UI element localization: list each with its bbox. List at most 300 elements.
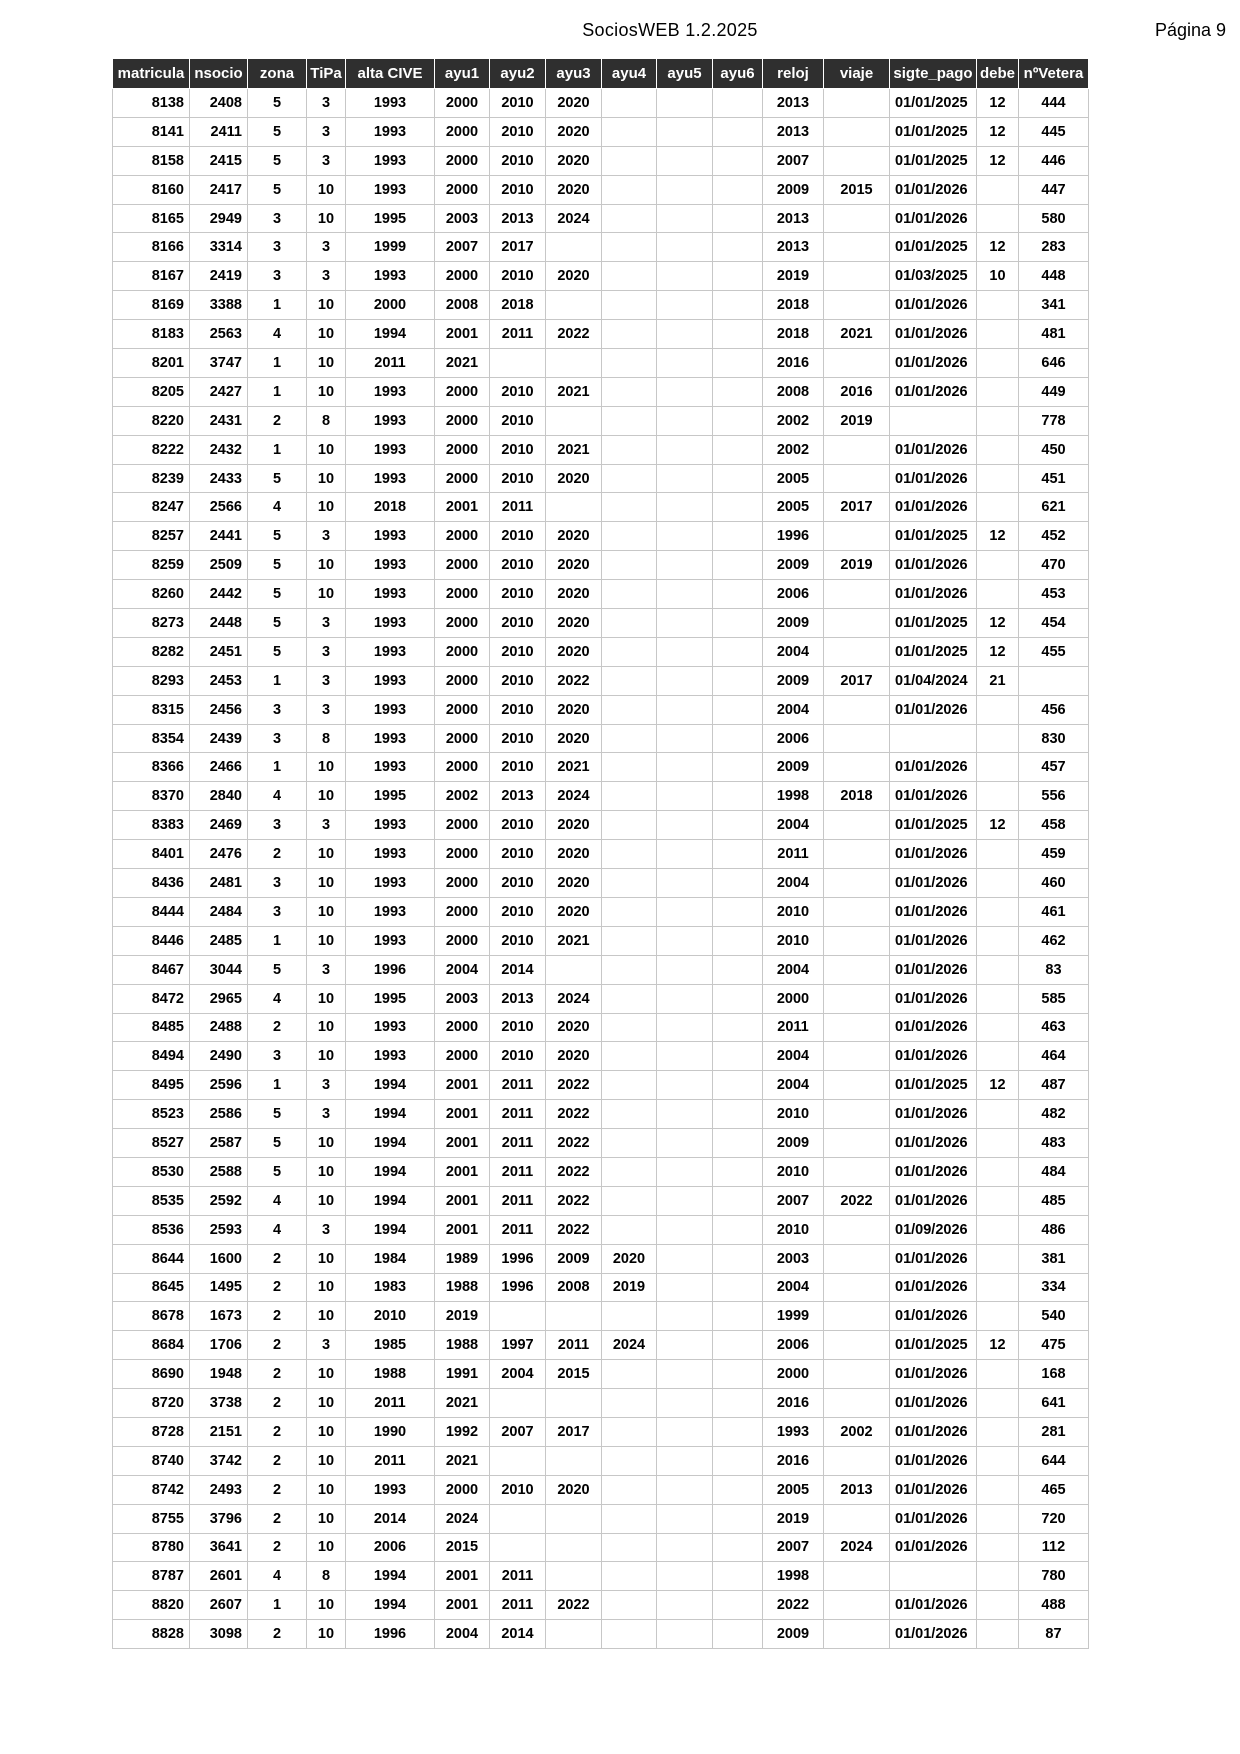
table-cell <box>657 1013 713 1042</box>
table-cell <box>657 1389 713 1418</box>
table-cell: 1600 <box>190 1244 248 1273</box>
table-cell <box>602 377 657 406</box>
table-cell: 1993 <box>346 117 435 146</box>
table-cell: 4 <box>248 1186 307 1215</box>
table-cell <box>977 1215 1019 1244</box>
table-cell <box>824 897 890 926</box>
table-cell <box>977 984 1019 1013</box>
table-cell: 3 <box>307 1331 346 1360</box>
table-cell: 341 <box>1019 291 1089 320</box>
table-cell: 2587 <box>190 1129 248 1158</box>
table-cell: 01/01/2025 <box>890 146 977 175</box>
table-cell: 2000 <box>435 753 490 782</box>
table-cell: 1995 <box>346 984 435 1013</box>
table-cell: 3 <box>307 233 346 262</box>
table-cell <box>602 1129 657 1158</box>
table-cell: 01/01/2026 <box>890 1244 977 1273</box>
table-cell: 2010 <box>490 811 546 840</box>
table-body <box>113 89 1089 1649</box>
table-cell: 2000 <box>435 926 490 955</box>
table-cell <box>824 1360 890 1389</box>
table-cell: 5 <box>248 1157 307 1186</box>
table-cell: 01/01/2026 <box>890 349 977 378</box>
table-cell: 2016 <box>824 377 890 406</box>
table-cell <box>713 1417 763 1446</box>
table-cell <box>824 609 890 638</box>
table-cell <box>713 320 763 349</box>
table-cell <box>657 377 713 406</box>
table-row <box>113 493 1089 522</box>
table-cell <box>657 435 713 464</box>
table-cell: 2014 <box>490 1620 546 1649</box>
table-cell: 1673 <box>190 1302 248 1331</box>
table-cell <box>977 1042 1019 1071</box>
table-cell: 3 <box>307 637 346 666</box>
table-cell: 01/03/2025 <box>890 262 977 291</box>
table-cell <box>546 233 602 262</box>
table-cell: 2408 <box>190 89 248 118</box>
table-cell <box>977 291 1019 320</box>
table-cell: 10 <box>307 349 346 378</box>
table-cell: 580 <box>1019 204 1089 233</box>
table-cell: 8 <box>307 724 346 753</box>
table-cell: 2018 <box>763 291 824 320</box>
table-cell: 2 <box>248 1389 307 1418</box>
table-cell: 10 <box>307 580 346 609</box>
table-cell <box>824 840 890 869</box>
table-cell <box>824 464 890 493</box>
table-cell: 2010 <box>490 522 546 551</box>
table-cell: 2007 <box>435 233 490 262</box>
table-cell: 2000 <box>435 117 490 146</box>
table-cell: 2 <box>248 840 307 869</box>
table-cell: 12 <box>977 811 1019 840</box>
table-cell: 449 <box>1019 377 1089 406</box>
table-cell: 3 <box>307 1215 346 1244</box>
table-cell <box>977 464 1019 493</box>
table-cell <box>713 580 763 609</box>
table-cell: 3 <box>248 262 307 291</box>
table-cell <box>602 1533 657 1562</box>
table-cell: 2001 <box>435 1071 490 1100</box>
table-cell: 483 <box>1019 1129 1089 1158</box>
table-cell: 2000 <box>435 262 490 291</box>
table-cell: 2014 <box>490 955 546 984</box>
table-cell <box>602 1215 657 1244</box>
table-cell: 1993 <box>346 377 435 406</box>
table-cell <box>713 609 763 638</box>
table-cell: 10 <box>307 493 346 522</box>
table-cell: 1 <box>248 291 307 320</box>
table-cell: 2020 <box>546 146 602 175</box>
table-cell: 2020 <box>546 117 602 146</box>
table-cell: 01/01/2025 <box>890 1331 977 1360</box>
table-cell: 2015 <box>546 1360 602 1389</box>
table-cell <box>657 493 713 522</box>
table-cell: 2024 <box>824 1533 890 1562</box>
table-row <box>113 233 1089 262</box>
column-header: viaje <box>824 59 890 89</box>
table-cell: 2010 <box>490 1042 546 1071</box>
table-cell: 2005 <box>763 493 824 522</box>
table-cell: 8728 <box>113 1417 190 1446</box>
table-cell: 2020 <box>546 1475 602 1504</box>
table-cell <box>602 551 657 580</box>
table-cell <box>657 955 713 984</box>
table-cell: 1 <box>248 1591 307 1620</box>
table-cell <box>546 291 602 320</box>
table-cell: 1993 <box>346 637 435 666</box>
table-cell <box>824 1042 890 1071</box>
table-cell <box>977 1129 1019 1158</box>
table-cell: 2010 <box>490 869 546 898</box>
table-cell <box>713 1215 763 1244</box>
table-cell: 463 <box>1019 1013 1089 1042</box>
table-cell: 2010 <box>490 695 546 724</box>
table-cell <box>713 1331 763 1360</box>
table-cell: 01/01/2025 <box>890 609 977 638</box>
table-cell: 8485 <box>113 1013 190 1042</box>
table-cell: 1993 <box>763 1417 824 1446</box>
table-cell <box>824 146 890 175</box>
table-cell <box>977 175 1019 204</box>
table-cell: 2013 <box>763 117 824 146</box>
table-cell <box>824 1100 890 1129</box>
table-cell <box>713 1562 763 1591</box>
table-cell: 8828 <box>113 1620 190 1649</box>
table-cell: 2607 <box>190 1591 248 1620</box>
table-cell: 1998 <box>763 782 824 811</box>
table-cell: 1983 <box>346 1273 435 1302</box>
table-cell: 8678 <box>113 1302 190 1331</box>
table-cell: 8530 <box>113 1157 190 1186</box>
table-cell: 2010 <box>490 724 546 753</box>
table-cell: 8257 <box>113 522 190 551</box>
table-cell: 8383 <box>113 811 190 840</box>
table-cell <box>657 1215 713 1244</box>
table-cell: 2439 <box>190 724 248 753</box>
table-cell: 2000 <box>435 1042 490 1071</box>
table-cell: 2432 <box>190 435 248 464</box>
table-cell: 2 <box>248 1620 307 1649</box>
table-cell <box>602 1100 657 1129</box>
table-cell: 1993 <box>346 897 435 926</box>
table-cell: 01/01/2026 <box>890 955 977 984</box>
table-cell: 01/01/2026 <box>890 1620 977 1649</box>
table-cell: 112 <box>1019 1533 1089 1562</box>
table-cell <box>824 724 890 753</box>
table-cell: 10 <box>307 1591 346 1620</box>
table-cell <box>546 1504 602 1533</box>
table-cell: 1993 <box>346 753 435 782</box>
table-cell: 01/01/2026 <box>890 1100 977 1129</box>
table-cell: 4 <box>248 320 307 349</box>
table-cell: 2007 <box>490 1417 546 1446</box>
table-cell: 01/01/2026 <box>890 175 977 204</box>
table-cell <box>490 349 546 378</box>
table-cell <box>657 666 713 695</box>
table-cell <box>602 926 657 955</box>
table-cell: 1 <box>248 435 307 464</box>
table-cell: 459 <box>1019 840 1089 869</box>
table-cell: 1994 <box>346 1157 435 1186</box>
table-cell: 8247 <box>113 493 190 522</box>
table-row <box>113 811 1089 840</box>
table-cell: 2011 <box>490 1186 546 1215</box>
table-cell <box>824 435 890 464</box>
table-cell: 2484 <box>190 897 248 926</box>
table-cell: 3 <box>307 1100 346 1129</box>
table-cell: 2009 <box>546 1244 602 1273</box>
table-cell: 2000 <box>435 406 490 435</box>
table-cell: 488 <box>1019 1591 1089 1620</box>
table-cell: 2415 <box>190 146 248 175</box>
table-cell: 1996 <box>490 1244 546 1273</box>
table-cell <box>657 1244 713 1273</box>
table-cell <box>824 1591 890 1620</box>
table-cell: 2011 <box>490 1562 546 1591</box>
table-cell: 01/01/2026 <box>890 1186 977 1215</box>
table-cell: 2 <box>248 1533 307 1562</box>
table-cell: 8820 <box>113 1591 190 1620</box>
table-cell: 2020 <box>546 1013 602 1042</box>
socios-table <box>112 58 1089 1649</box>
table-cell <box>602 782 657 811</box>
table-cell: 2020 <box>546 522 602 551</box>
table-cell <box>657 609 713 638</box>
table-cell <box>713 1360 763 1389</box>
table-cell <box>602 1446 657 1475</box>
table-cell: 01/01/2025 <box>890 89 977 118</box>
table-cell: 540 <box>1019 1302 1089 1331</box>
table-cell: 01/01/2026 <box>890 1302 977 1331</box>
table-cell: 8 <box>307 406 346 435</box>
table-cell: 778 <box>1019 406 1089 435</box>
table-cell: 2593 <box>190 1215 248 1244</box>
table-cell <box>977 1562 1019 1591</box>
table-row <box>113 262 1089 291</box>
table-cell <box>713 146 763 175</box>
table-row <box>113 609 1089 638</box>
table-cell: 8444 <box>113 897 190 926</box>
table-cell: 2022 <box>546 666 602 695</box>
table-cell: 8183 <box>113 320 190 349</box>
table-cell: 1993 <box>346 1042 435 1071</box>
table-cell <box>713 840 763 869</box>
table-cell: 8755 <box>113 1504 190 1533</box>
table-cell: 1994 <box>346 1071 435 1100</box>
table-cell: 01/01/2026 <box>890 377 977 406</box>
table-cell: 2006 <box>763 580 824 609</box>
table-cell <box>713 724 763 753</box>
column-header: matricula <box>113 59 190 89</box>
table-cell <box>546 493 602 522</box>
table-cell <box>602 146 657 175</box>
table-cell <box>602 1042 657 1071</box>
table-cell: 1984 <box>346 1244 435 1273</box>
table-cell <box>824 1129 890 1158</box>
table-cell: 2020 <box>546 1042 602 1071</box>
table-cell <box>977 1504 1019 1533</box>
table-cell <box>713 262 763 291</box>
table-cell: 3314 <box>190 233 248 262</box>
table-cell: 2022 <box>546 1186 602 1215</box>
table-cell: 01/01/2026 <box>890 551 977 580</box>
table-cell: 2010 <box>490 406 546 435</box>
table-cell <box>490 1533 546 1562</box>
table-cell: 2000 <box>435 175 490 204</box>
table-cell: 3 <box>248 869 307 898</box>
table-cell: 2010 <box>490 637 546 666</box>
table-cell: 2017 <box>824 493 890 522</box>
table-cell <box>657 551 713 580</box>
table-cell: 01/01/2026 <box>890 320 977 349</box>
table-cell: 10 <box>307 1302 346 1331</box>
table-cell <box>657 753 713 782</box>
table-cell <box>657 117 713 146</box>
table-cell: 01/01/2026 <box>890 1013 977 1042</box>
table-cell <box>977 435 1019 464</box>
table-cell: 2490 <box>190 1042 248 1071</box>
table-cell <box>490 1389 546 1418</box>
table-cell <box>713 435 763 464</box>
table-cell: 2000 <box>435 840 490 869</box>
table-cell: 2024 <box>602 1331 657 1360</box>
table-cell: 1998 <box>763 1562 824 1591</box>
table-cell: 2020 <box>546 840 602 869</box>
table-row <box>113 175 1089 204</box>
table-cell <box>713 1389 763 1418</box>
table-cell: 2011 <box>546 1331 602 1360</box>
table-cell <box>713 89 763 118</box>
table-cell <box>602 349 657 378</box>
table-cell <box>602 637 657 666</box>
table-cell: 1988 <box>435 1273 490 1302</box>
table-cell <box>602 1389 657 1418</box>
table-cell: 281 <box>1019 1417 1089 1446</box>
table-cell: 2002 <box>763 435 824 464</box>
table-cell: 10 <box>977 262 1019 291</box>
table-cell: 2022 <box>546 1129 602 1158</box>
table-cell <box>602 897 657 926</box>
table-cell: 01/01/2026 <box>890 1504 977 1533</box>
table-cell: 10 <box>307 1186 346 1215</box>
table-cell: 2019 <box>435 1302 490 1331</box>
table-cell <box>657 1302 713 1331</box>
table-cell: 2013 <box>490 782 546 811</box>
table-cell: 8446 <box>113 926 190 955</box>
table-cell <box>713 637 763 666</box>
table-cell: 10 <box>307 291 346 320</box>
table-cell: 10 <box>307 782 346 811</box>
table-cell: 10 <box>307 435 346 464</box>
table-cell <box>657 1360 713 1389</box>
table-row <box>113 724 1089 753</box>
table-cell: 2016 <box>763 1446 824 1475</box>
table-cell <box>713 1157 763 1186</box>
table-cell: 2004 <box>435 1620 490 1649</box>
table-cell <box>657 840 713 869</box>
table-cell: 1993 <box>346 609 435 638</box>
table-cell <box>713 666 763 695</box>
table-header-row <box>113 59 1089 89</box>
table-cell: 2010 <box>763 897 824 926</box>
table-row <box>113 926 1089 955</box>
table-cell <box>977 1475 1019 1504</box>
table-cell: 2000 <box>435 637 490 666</box>
table-cell: 10 <box>307 1533 346 1562</box>
table-cell: 10 <box>307 897 346 926</box>
table-cell <box>657 464 713 493</box>
table-cell <box>824 1071 890 1100</box>
table-cell: 10 <box>307 1013 346 1042</box>
table-cell: 646 <box>1019 349 1089 378</box>
table-cell: 1994 <box>346 1591 435 1620</box>
table-cell: 1999 <box>763 1302 824 1331</box>
table-cell <box>546 955 602 984</box>
table-cell: 2002 <box>824 1417 890 1446</box>
table-cell: 2001 <box>435 493 490 522</box>
table-cell: 1992 <box>435 1417 490 1446</box>
table-cell: 8523 <box>113 1100 190 1129</box>
table-row <box>113 320 1089 349</box>
table-cell: 2020 <box>546 175 602 204</box>
table-cell: 1990 <box>346 1417 435 1446</box>
table-cell: 2004 <box>763 955 824 984</box>
table-cell: 3 <box>307 609 346 638</box>
table-cell: 2000 <box>435 580 490 609</box>
table-cell: 830 <box>1019 724 1089 753</box>
table-cell <box>713 1504 763 1533</box>
table-cell: 12 <box>977 609 1019 638</box>
table-cell: 10 <box>307 1244 346 1273</box>
table-row <box>113 89 1089 118</box>
table-cell: 2024 <box>435 1504 490 1533</box>
table-cell <box>657 1475 713 1504</box>
table-cell: 1993 <box>346 811 435 840</box>
table-cell: 1995 <box>346 782 435 811</box>
table-cell: 1996 <box>346 955 435 984</box>
table-cell <box>713 522 763 551</box>
table-cell: 01/01/2026 <box>890 869 977 898</box>
table-cell <box>977 926 1019 955</box>
table-cell: 1993 <box>346 666 435 695</box>
table-cell: 4 <box>248 1562 307 1591</box>
table-cell: 381 <box>1019 1244 1089 1273</box>
table-cell: 3 <box>248 1042 307 1071</box>
table-cell <box>657 1562 713 1591</box>
table-cell: 2021 <box>546 926 602 955</box>
table-cell: 2004 <box>763 1071 824 1100</box>
table-cell: 2019 <box>602 1273 657 1302</box>
table-cell: 12 <box>977 233 1019 262</box>
table-cell: 2 <box>248 1331 307 1360</box>
table-cell: 01/01/2025 <box>890 1071 977 1100</box>
table-cell: 3 <box>307 955 346 984</box>
table-cell: 2020 <box>546 551 602 580</box>
table-cell <box>977 1389 1019 1418</box>
table-cell <box>890 724 977 753</box>
table-cell: 3742 <box>190 1446 248 1475</box>
table-cell: 3 <box>248 897 307 926</box>
table-cell: 2008 <box>763 377 824 406</box>
table-cell <box>713 984 763 1013</box>
table-cell: 487 <box>1019 1071 1089 1100</box>
table-cell: 2000 <box>435 377 490 406</box>
table-cell: 2 <box>248 1244 307 1273</box>
table-cell: 01/01/2026 <box>890 1533 977 1562</box>
table-cell: 1948 <box>190 1360 248 1389</box>
